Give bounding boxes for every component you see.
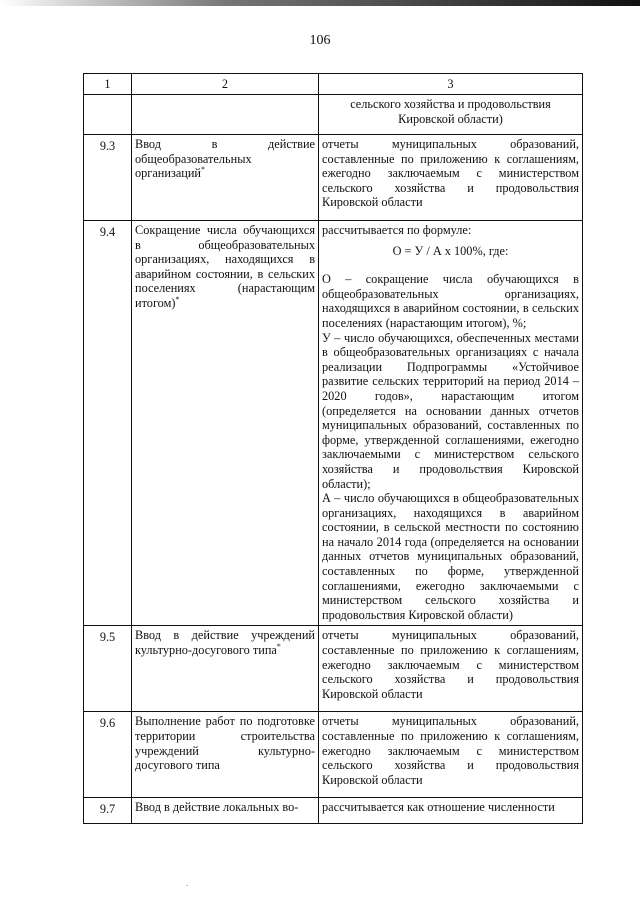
table-header-row xyxy=(84,74,583,95)
data-source: сельского хозяйства и продовольствия Кировской области) xyxy=(319,95,583,135)
formula-u-definition: У – число обучающихся, обеспеченных местами в общеобразовательных организациях с начала реализации Подпрограммы «Устойчивое развитие сельских территорий на период 2014 – 2020 годов», нарастающим итогом (определяется на основании данных отчетов муниципальных образований, составленных по форме, утвержденной соглашениями, ежегодно заключаемыми с министерством сельского хозяйства и продовольствия Кировской области); xyxy=(322,330,579,491)
header-col-1: 1 xyxy=(84,74,132,95)
row-number: 9.5 xyxy=(84,626,132,712)
formula: О = У / А х 100%, где: xyxy=(392,243,509,258)
table-row xyxy=(84,135,583,221)
scan-speck: . xyxy=(186,878,189,888)
indicator-table xyxy=(83,73,583,824)
formula-intro: рассчитывается по формуле: xyxy=(322,223,472,237)
data-source: отчеты муниципальных образований, составленные по приложению к соглашениям, ежегодно заключаемым с министерством сельского хозяйства и продовольствия Кировской области xyxy=(319,626,583,712)
table-row xyxy=(84,798,583,824)
row-number: 9.4 xyxy=(84,221,132,626)
page-number: 106 xyxy=(309,33,331,48)
row-number: 9.3 xyxy=(84,135,132,221)
indicator-name: Ввод в действие учреждений культурно-досугового типа* xyxy=(132,626,319,712)
table-row xyxy=(84,626,583,712)
indicator-name: Ввод в действие общеобразовательных организаций* xyxy=(132,135,319,221)
table-row xyxy=(84,95,583,135)
table-row xyxy=(84,221,583,626)
header-col-3: 3 xyxy=(319,74,583,95)
header-col-2: 2 xyxy=(132,74,319,95)
row-number xyxy=(84,95,132,135)
row-number: 9.6 xyxy=(84,712,132,798)
formula-a-definition: А – число обучающихся в общеобразовательных организациях, находящихся в аварийном состоянии, в сельской местности по состоянию на начало 2014 года (определяется на основании данных отчетов муниципальных образований, составленных по форме, утвержденной соглашениями, ежегодно заключаемыми с министерством сельского хозяйства и продовольствия Кировской области) xyxy=(322,491,579,622)
footnote-mark: * xyxy=(175,294,180,304)
scan-edge-line xyxy=(0,0,640,6)
data-source: отчеты муниципальных образований, составленные по приложению к соглашениям, ежегодно заключаемым с министерством сельского хозяйства и продовольствия Кировской области xyxy=(319,135,583,221)
footnote-mark: * xyxy=(276,641,281,651)
row-number: 9.7 xyxy=(84,798,132,824)
calculation-method xyxy=(319,221,583,626)
indicator-name: Ввод в действие локальных во- xyxy=(132,798,319,824)
calculation-method: рассчитывается как отношение численности xyxy=(319,798,583,824)
indicator-name: Сокращение числа обучающихся в общеобразовательных организациях, находящихся в аварийном состоянии, в сельских поселениях (нарастающим итогом)* xyxy=(132,221,319,626)
indicator-name xyxy=(132,95,319,135)
data-source: отчеты муниципальных образований, составленные по приложению к соглашениям, ежегодно заключаемым с министерством сельского хозяйства и продовольствия Кировской области xyxy=(319,712,583,798)
formula-o-definition: О – сокращение числа обучающихся в общеобразовательных организациях, находящихся в аварийном состоянии, в сельских поселениях (нарастающим итогом), %; xyxy=(322,272,579,330)
footnote-mark: * xyxy=(201,165,206,175)
indicator-name: Выполнение работ по подготовке территории строительства учреждений культурно-досугового типа xyxy=(132,712,319,798)
table-row xyxy=(84,712,583,798)
